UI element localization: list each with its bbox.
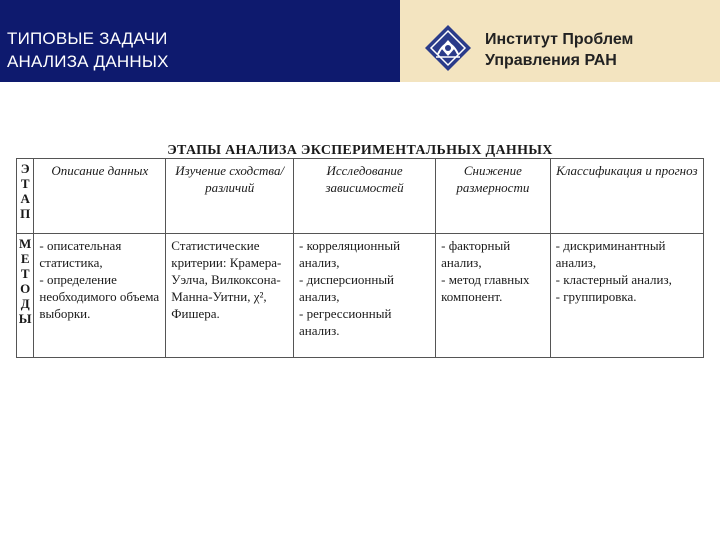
stage-cell: Описание данных [34, 159, 166, 234]
analysis-stages-table [16, 158, 704, 358]
page-title: ТИПОВЫЕ ЗАДАЧИ АНАЛИЗА ДАННЫХ [7, 29, 169, 71]
stages-row [17, 159, 704, 234]
table-title: ЭТАПЫ АНАЛИЗА ЭКСПЕРИМЕНТАЛЬНЫХ ДАННЫХ [167, 143, 553, 158]
method-cell: - дискриминантный анализ, - кластерный анализ, - группировка. [550, 234, 703, 358]
stage-label: Э Т А П [17, 159, 34, 234]
stage-cell: Снижение размерности [436, 159, 551, 234]
method-cell: Статистические критерии: Крамера-Уэлча, Вилкоксона-Манна-Уитни, χ², Фишера. [166, 234, 294, 358]
stage-cell: Изучение сходства/ различий [166, 159, 294, 234]
stage-cell: Исследование зависимостей [294, 159, 436, 234]
methods-row [17, 234, 704, 358]
institute-name: Институт Проблем Управления РАН [485, 31, 634, 69]
header-left-panel [0, 0, 400, 82]
stage-cell: Классификация и прогноз [550, 159, 703, 234]
method-cell: - корреляционный анализ, - дисперсионный анализ, - регрессионный анализ. [294, 234, 436, 358]
ipu-ras-logo-icon [424, 24, 472, 72]
method-cell: - факторный анализ, - метод главных компонент. [436, 234, 551, 358]
method-cell: - описательная статистика, - определение необходимого объема выборки. [34, 234, 166, 358]
methods-label: М Е Т О Д Ы [17, 234, 34, 358]
